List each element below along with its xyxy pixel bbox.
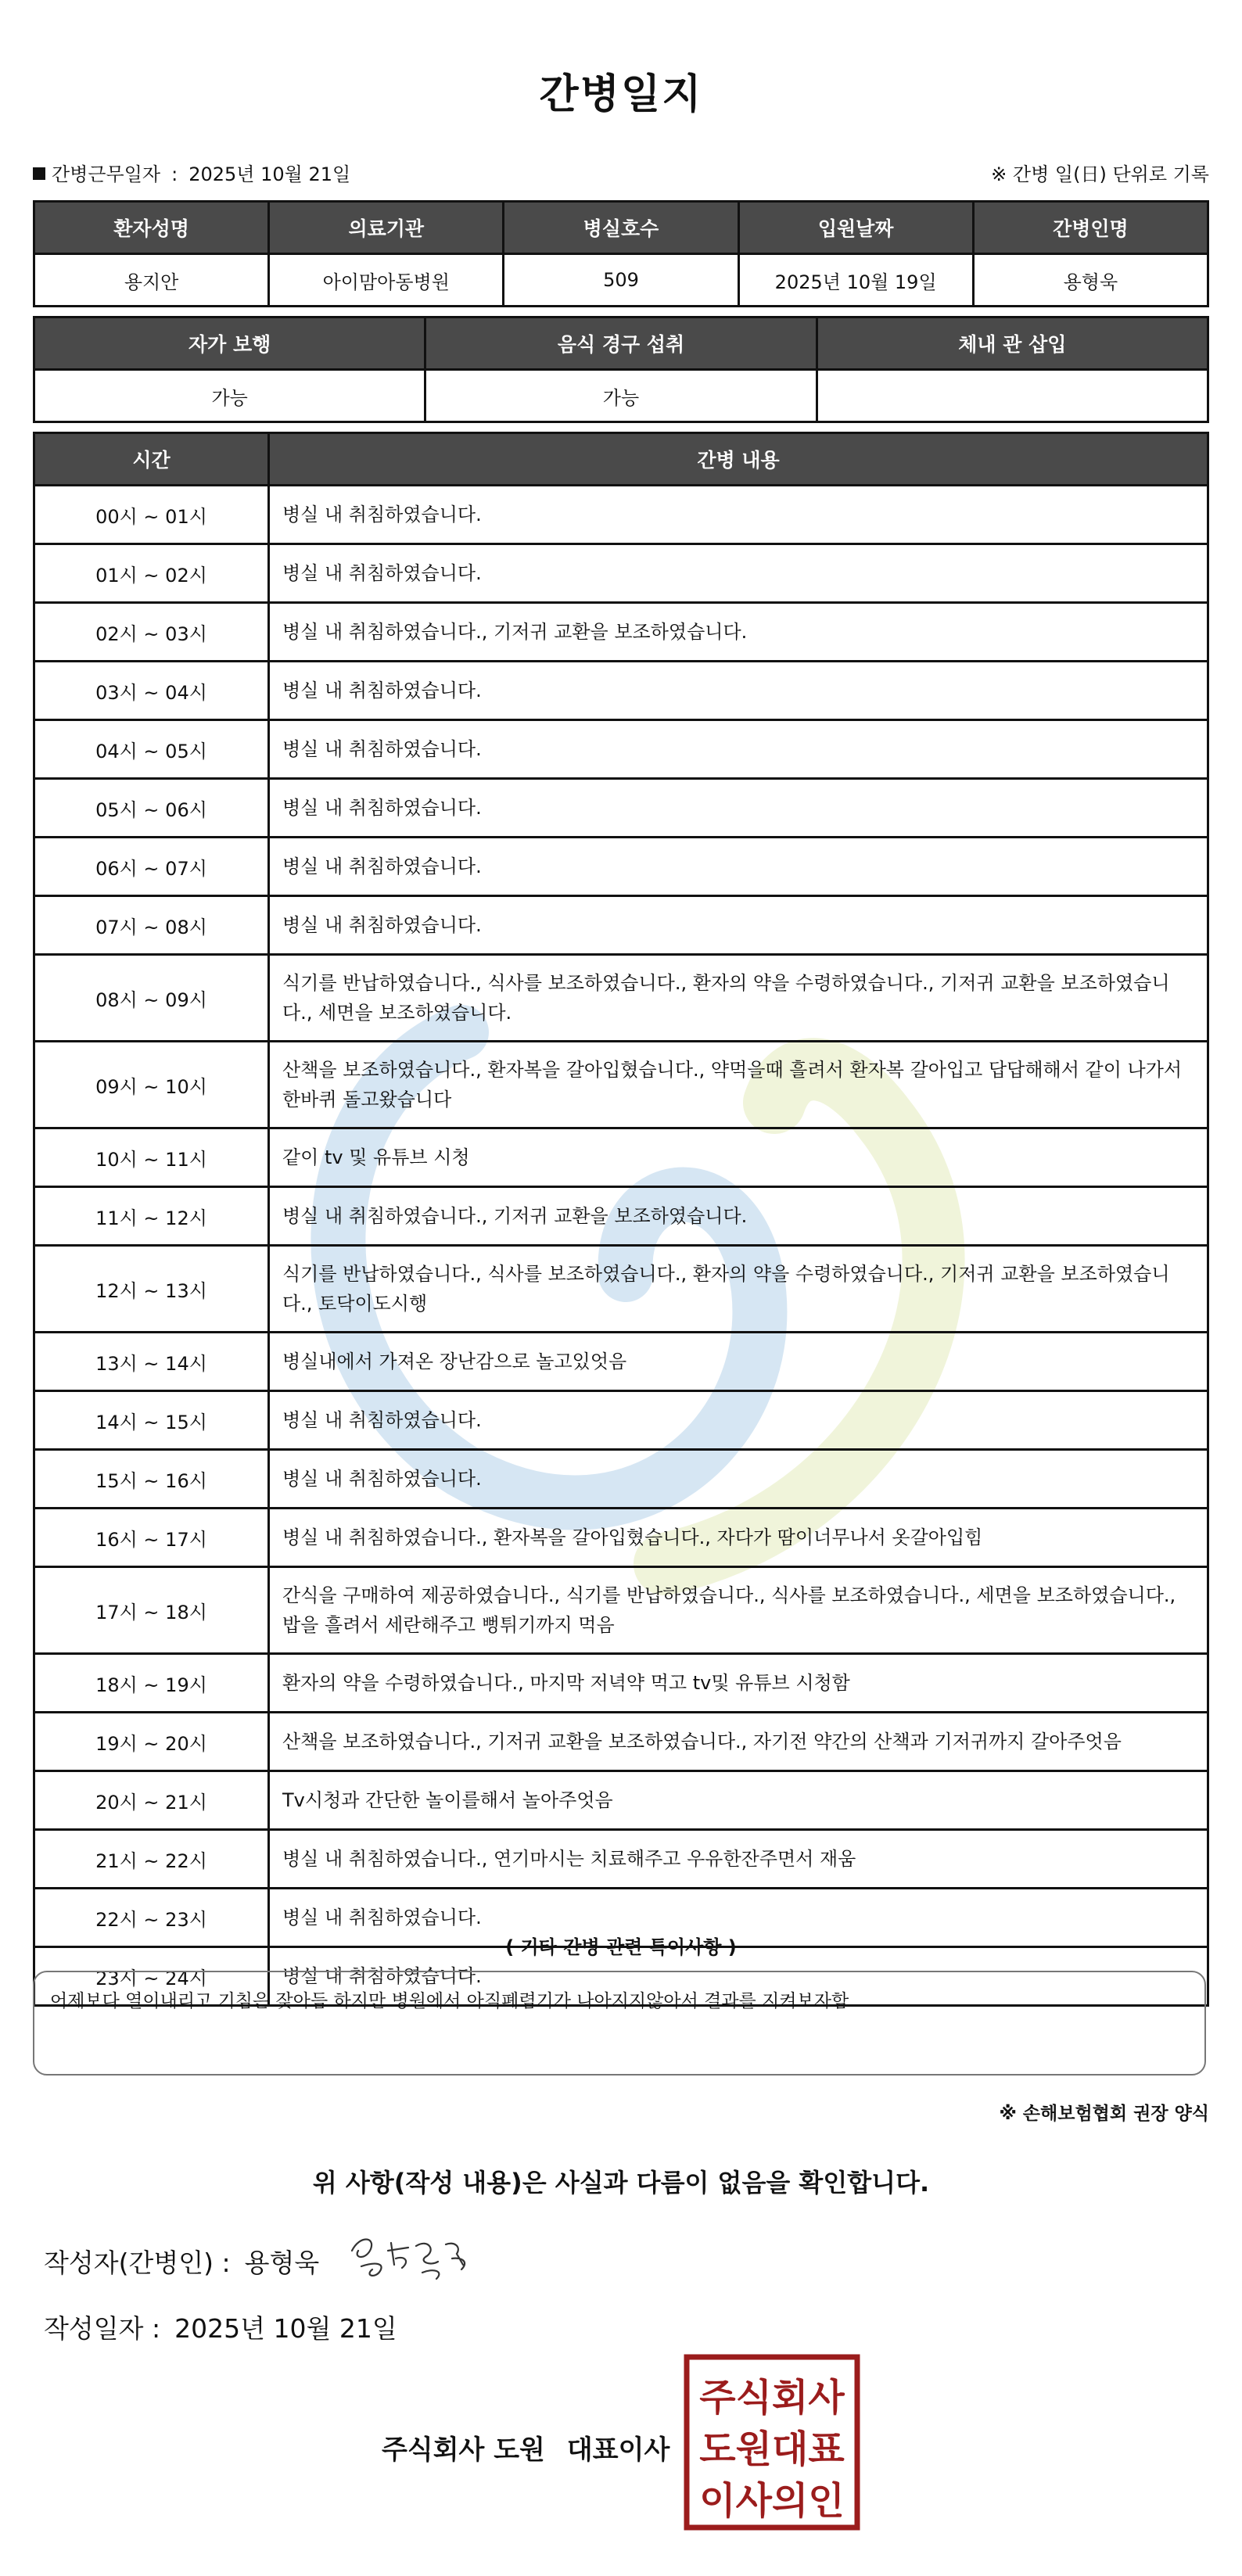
table-row <box>34 1654 1208 1713</box>
signature-image <box>344 2227 477 2290</box>
content-cell: 식기를 반납하였습니다., 식사를 보조하였습니다., 환자의 약을 수령하였습니다., 기저귀 교환을 보조하였습니다., 토닥이도시행 <box>269 1246 1208 1333</box>
company-role: 대표이사 <box>566 2434 670 2466</box>
confirmation-statement: 위 사항(작성 내용)은 사실과 다름이 없음을 확인합니다. <box>312 2168 930 2197</box>
square-bullet-icon <box>33 167 45 180</box>
table-row <box>34 720 1208 779</box>
patient-name: 용지안 <box>34 254 269 307</box>
time-cell: 18시 ~ 19시 <box>34 1654 269 1713</box>
table-row <box>34 1128 1208 1187</box>
content-cell: 병실 내 취침하였습니다. <box>269 1391 1208 1450</box>
content-cell: 병실 내 취침하였습니다. <box>269 779 1208 838</box>
written-date: 2025년 10월 21일 <box>174 2313 397 2344</box>
table-row <box>34 1771 1208 1830</box>
header-content: 간병 내용 <box>269 433 1208 486</box>
content-cell: 병실 내 취침하였습니다., 기저귀 교환을 보조하였습니다. <box>269 1187 1208 1246</box>
svg-text:주식회사: 주식회사 <box>699 2376 845 2420</box>
content-cell: 병실 내 취침하였습니다. <box>269 838 1208 896</box>
time-cell: 07시 ~ 08시 <box>34 896 269 955</box>
time-cell: 23시 ~ 24시 <box>34 1947 269 2006</box>
time-cell: 14시 ~ 15시 <box>34 1391 269 1450</box>
table-row <box>34 1713 1208 1771</box>
table-header-row <box>34 318 1208 370</box>
table-row <box>34 779 1208 838</box>
unit-note: ※ 간병 일(日) 단위로 기록 <box>991 163 1209 185</box>
content-cell: Tv시청과 간단한 놀이를해서 놀아주엇음 <box>269 1771 1208 1830</box>
table-row <box>34 1830 1208 1889</box>
time-cell: 17시 ~ 18시 <box>34 1567 269 1654</box>
header-oral-intake: 음식 경구 섭취 <box>425 318 817 370</box>
written-date-label: 작성일자 : <box>44 2313 161 2344</box>
table-row <box>34 370 1208 422</box>
content-cell: 병실 내 취침하였습니다. <box>269 1947 1208 2006</box>
company-seal <box>684 2354 860 2531</box>
time-cell: 02시 ~ 03시 <box>34 603 269 662</box>
admission-date: 2025년 10월 19일 <box>738 254 973 307</box>
header-caregiver: 간병인명 <box>973 202 1208 254</box>
author-name: 용형욱 <box>244 2248 320 2278</box>
time-cell: 11시 ~ 12시 <box>34 1187 269 1246</box>
header-walking: 자가 보행 <box>34 318 425 370</box>
content-cell: 병실 내 취침하였습니다., 환자복을 갈아입혔습니다., 자다가 땀이너무나서 옷갈아입힘 <box>269 1509 1208 1567</box>
content-cell: 간식을 구매하여 제공하였습니다., 식기를 반납하였습니다., 식사를 보조하였습니다., 세면을 보조하였습니다., 밥을 흘려서 세란해주고 뻥튀기까지 먹음 <box>269 1567 1208 1654</box>
content-cell: 병실 내 취침하였습니다. <box>269 544 1208 603</box>
content-cell: 병실 내 취침하였습니다., 연기마시는 치료해주고 우유한잔주면서 재움 <box>269 1830 1208 1889</box>
walking-value: 가능 <box>34 370 425 422</box>
patient-info-table <box>33 200 1209 307</box>
author-line <box>44 2243 333 2280</box>
caregiver-name: 용형욱 <box>973 254 1208 307</box>
author-label: 작성자(간병인) : <box>44 2248 231 2278</box>
time-cell: 20시 ~ 21시 <box>34 1771 269 1830</box>
table-row <box>34 1450 1208 1509</box>
time-cell: 09시 ~ 10시 <box>34 1042 269 1128</box>
table-row <box>34 838 1208 896</box>
content-cell: 병실 내 취침하였습니다., 기저귀 교환을 보조하였습니다. <box>269 603 1208 662</box>
content-cell: 병실 내 취침하였습니다. <box>269 720 1208 779</box>
written-date-line <box>44 2309 411 2345</box>
content-cell: 식기를 반납하였습니다., 식사를 보조하였습니다., 환자의 약을 수령하였습니다., 기저귀 교환을 보조하였습니다., 세면을 보조하였습니다. <box>269 955 1208 1042</box>
table-row <box>34 1333 1208 1391</box>
table-row <box>34 662 1208 720</box>
time-cell: 22시 ~ 23시 <box>34 1889 269 1947</box>
content-cell: 병실 내 취침하였습니다. <box>269 662 1208 720</box>
table-row <box>34 1509 1208 1567</box>
company-name: 주식회사 도원 <box>382 2434 545 2466</box>
content-cell: 같이 tv 및 유튜브 시청 <box>269 1128 1208 1187</box>
header-hospital: 의료기관 <box>269 202 504 254</box>
table-row <box>34 1567 1208 1654</box>
meta-row <box>33 156 1209 188</box>
time-cell: 08시 ~ 09시 <box>34 955 269 1042</box>
time-cell: 04시 ~ 05시 <box>34 720 269 779</box>
notes-box: 어제보다 열이내리고 기침은 잦아듬 하지만 병원에서 아직폐렴기가 나아지지않아서 결과를 지켜보자함 <box>33 1971 1206 2076</box>
recommend-note: ※ 손해보험협회 권장 양식 <box>999 2104 1209 2124</box>
content-cell: 병실 내 취침하였습니다. <box>269 1450 1208 1509</box>
tube-value <box>817 370 1208 422</box>
table-header-row <box>34 202 1208 254</box>
time-cell: 05시 ~ 06시 <box>34 779 269 838</box>
time-cell: 06시 ~ 07시 <box>34 838 269 896</box>
oral-intake-value: 가능 <box>425 370 817 422</box>
time-cell: 13시 ~ 14시 <box>34 1333 269 1391</box>
time-cell: 12시 ~ 13시 <box>34 1246 269 1333</box>
work-date <box>33 159 361 186</box>
table-row <box>34 254 1208 307</box>
content-cell: 병실 내 취침하였습니다. <box>269 896 1208 955</box>
content-cell: 산책을 보조하였습니다., 환자복을 갈아입혔습니다., 약먹을때 흘려서 환자복 갈아입고 답답해해서 같이 나가서 한바퀴 돌고왔습니다 <box>269 1042 1208 1128</box>
time-cell: 15시 ~ 16시 <box>34 1450 269 1509</box>
content-cell: 산책을 보조하였습니다., 기저귀 교환을 보조하였습니다., 자기전 약간의 산책과 기저귀까지 갈아주엇음 <box>269 1713 1208 1771</box>
table-row <box>34 1246 1208 1333</box>
colon: : <box>171 163 178 185</box>
time-cell: 00시 ~ 01시 <box>34 486 269 544</box>
header-admission-date: 입원날짜 <box>738 202 973 254</box>
svg-text:이사의인: 이사의인 <box>699 2479 845 2523</box>
table-row <box>34 544 1208 603</box>
content-cell: 환자의 약을 수령하였습니다., 마지막 저녁약 먹고 tv및 유튜브 시청함 <box>269 1654 1208 1713</box>
table-row <box>34 1042 1208 1128</box>
care-log-table <box>33 432 1209 2007</box>
table-row <box>34 1391 1208 1450</box>
table-row <box>34 896 1208 955</box>
hospital: 아이맘아동병원 <box>269 254 504 307</box>
table-row <box>34 1187 1208 1246</box>
header-room: 병실호수 <box>504 202 738 254</box>
company-line <box>382 2428 691 2467</box>
content-cell: 병실 내 취침하였습니다. <box>269 1889 1208 1947</box>
work-date-label: 간병근무일자 <box>52 163 161 185</box>
time-cell: 10시 ~ 11시 <box>34 1128 269 1187</box>
time-cell: 19시 ~ 20시 <box>34 1713 269 1771</box>
table-row <box>34 955 1208 1042</box>
header-tube: 체내 관 삽입 <box>817 318 1208 370</box>
table-row <box>34 603 1208 662</box>
table-header-row <box>34 433 1208 486</box>
time-cell: 01시 ~ 02시 <box>34 544 269 603</box>
time-cell: 21시 ~ 22시 <box>34 1830 269 1889</box>
content-cell: 병실 내 취침하였습니다. <box>269 486 1208 544</box>
header-time: 시간 <box>34 433 269 486</box>
svg-text:도원대표: 도원대표 <box>699 2427 845 2471</box>
patient-status-table <box>33 316 1209 423</box>
time-cell: 16시 ~ 17시 <box>34 1509 269 1567</box>
time-cell: 03시 ~ 04시 <box>34 662 269 720</box>
table-row <box>34 486 1208 544</box>
page-title: 간병일지 <box>539 71 703 118</box>
content-cell: 병실내에서 가져온 장난감으로 놀고있엇음 <box>269 1333 1208 1391</box>
notes-title: ( 기타 간병 관련 특이사항 ) <box>505 1936 737 1958</box>
header-patient-name: 환자성명 <box>34 202 269 254</box>
room-number: 509 <box>504 254 738 307</box>
work-date-value: 2025년 10월 21일 <box>188 163 351 185</box>
